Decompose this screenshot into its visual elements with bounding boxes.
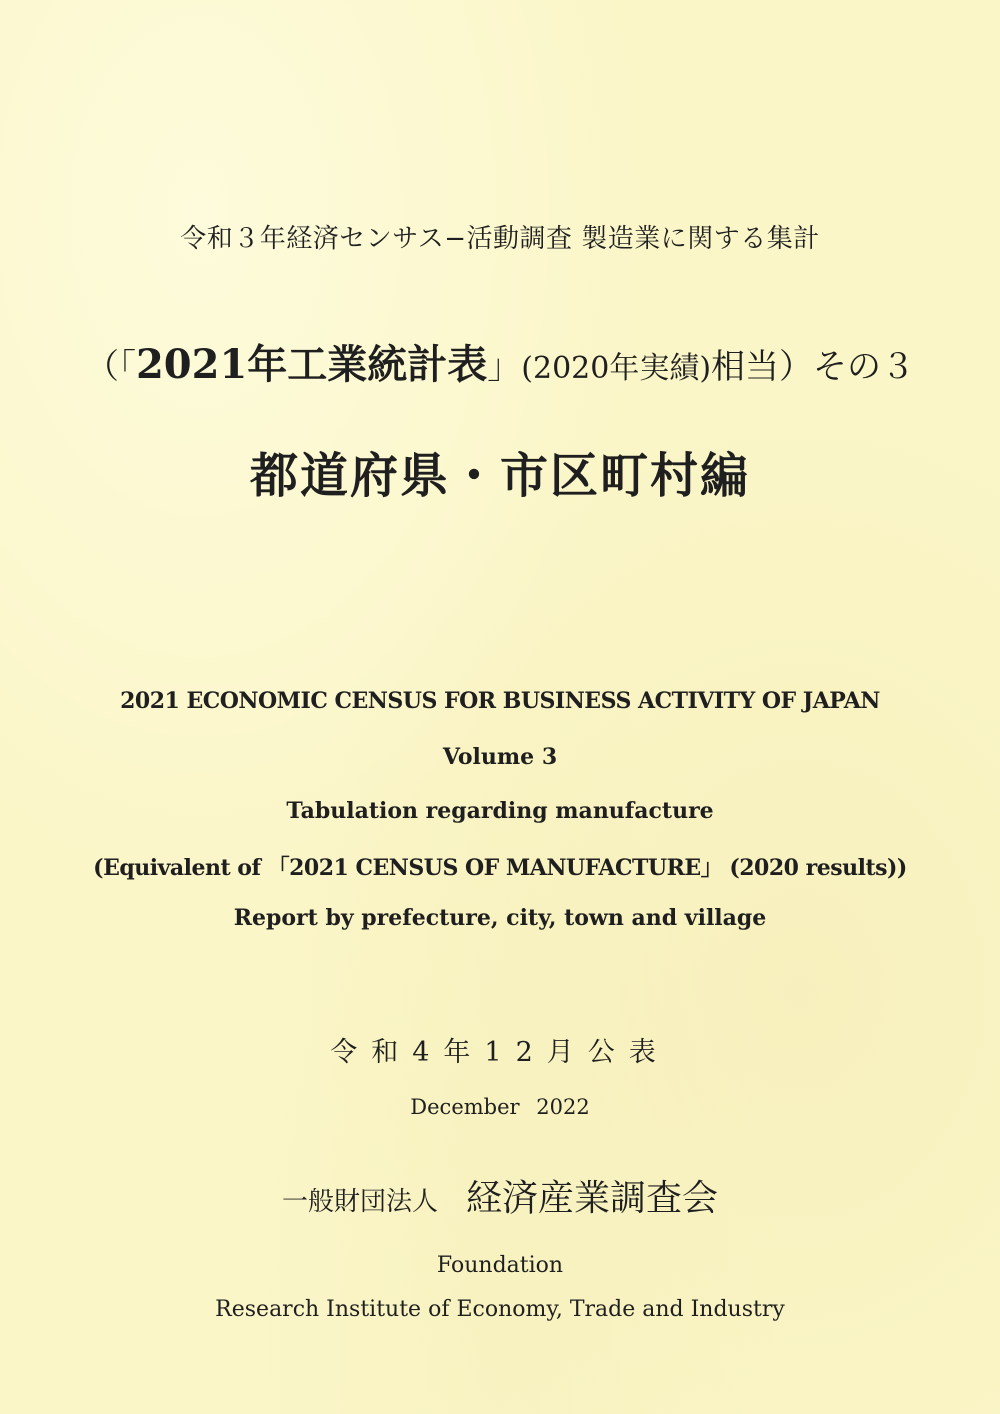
english-main-title: 2021 ECONOMIC CENSUS FOR BUSINESS ACTIVITY OF JAPAN [120,688,880,714]
english-foundation: Foundation [436,1253,564,1278]
japanese-title-results-year: (2020年実績) [521,351,712,386]
japanese-title-main: 2021年工業統計表 [135,341,488,388]
publisher-org-type: 一般財団法人 [281,1187,438,1217]
japanese-title-open-bracket: （「 [84,347,136,387]
english-equivalent: (Equivalent of 「2021 CENSUS OF MANUFACTURE」 (2020 results)) [93,855,907,881]
publisher-org-name: 経済産業調査会 [466,1178,719,1219]
japanese-title-suffix: 相当）その３ [711,347,916,387]
english-report-scope: Report by prefecture, city, town and village [233,905,767,931]
japanese-publication-date: 令和4年12月公表 [330,1037,670,1068]
japanese-subtitle: 令和３年経済センサス−活動調査 製造業に関する集計 [180,224,820,254]
english-volume: Volume 3 [442,744,558,770]
english-tabulation: Tabulation regarding manufacture [286,798,714,824]
japanese-title [0,333,1000,390]
english-institute-name: Research Institute of Economy, Trade and Industry [215,1297,785,1322]
japanese-publisher [0,1170,1000,1221]
english-publication-date: December 2022 [410,1095,590,1119]
japanese-volume-heading: 都道府県・市区町村編 [249,448,750,504]
japanese-title-close-quote: 」 [487,347,522,387]
